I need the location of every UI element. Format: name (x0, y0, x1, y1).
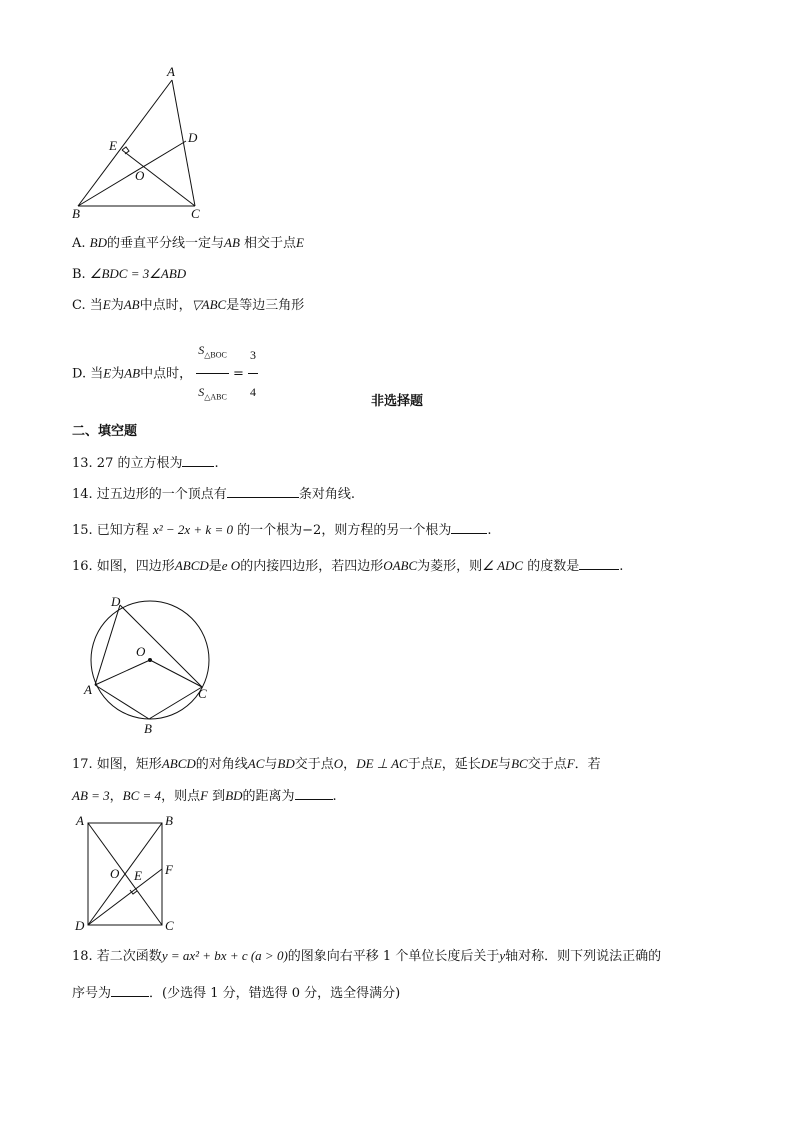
area-ratio-fraction: $\frac{S_{\triangle BOC}}{S_{\triangle ABC}}$ (196, 332, 229, 416)
label-O: O (136, 644, 146, 659)
label-B: B (165, 813, 173, 828)
label-A: A (84, 682, 92, 697)
circle-figure (80, 590, 220, 740)
label-B: B (144, 721, 152, 736)
section-fill-in: 二、填空题 (72, 424, 138, 439)
option-d: D. 当E为AB中点时， $\frac{S_{\triangle BOC}}{S_{\triangle ABC}}$ = $\frac{3}{4}$ (72, 332, 258, 416)
question-16: 16. 如图，四边形ABCD是e O的内接四边形，若四边形OABC为菱形，则∠ ADC 的度数是 . (72, 558, 624, 574)
answer-blank-16[interactable] (579, 557, 619, 570)
question-14: 14. 过五边形的一个顶点有 条对角线. (72, 487, 355, 502)
answer-blank-14[interactable] (227, 485, 299, 498)
label-D: D (75, 918, 85, 933)
label-E: E (134, 868, 142, 883)
question-13: 13. 27 的立方根为 . (72, 456, 219, 471)
answer-blank-15[interactable] (451, 521, 487, 534)
label-E: E (109, 138, 117, 153)
label-O: O (135, 168, 145, 183)
question-17-line2: AB = 3，BC = 4，则点F 到BD的距离为 . (72, 788, 337, 804)
label-B: B (72, 206, 80, 221)
label-A: A (76, 813, 84, 828)
label-F: F (165, 862, 173, 877)
label-O: O (110, 866, 120, 881)
rectangle-figure (70, 810, 190, 935)
answer-blank-18[interactable] (111, 984, 149, 997)
answer-blank-17[interactable] (295, 787, 333, 800)
label-C: C (191, 206, 200, 221)
question-18-line2: 序号为 ．(少选得 1 分，错选得 0 分，选全得满分) (72, 986, 401, 1001)
triangle-figure (60, 60, 220, 225)
option-b: B. ∠BDC = 3∠ABD (72, 266, 187, 282)
answer-blank-13[interactable] (182, 454, 214, 467)
label-D: D (188, 130, 198, 145)
label-C: C (165, 918, 174, 933)
question-15: 15. 已知方程 x² − 2x + k = 0 的一个根为−2，则方程的另一个根为 . (72, 522, 492, 538)
label-D: D (111, 594, 121, 609)
label-A: A (167, 64, 175, 79)
question-17-line1: 17. 如图，矩形ABCD的对角线AC与BD交于点O，DE ⊥ AC于点E，延长DE与BC交于点F．若 (72, 756, 601, 772)
label-C: C (198, 686, 207, 701)
option-a: A. BD的垂直平分线一定与AB 相交于点E (72, 235, 304, 251)
option-c: C. 当E为AB中点时，▽ABC是等边三角形 (72, 297, 305, 313)
question-18-line1: 18. 若二次函数y = ax² + bx + c (a > 0)的图象向右平移 1 个单位长度后关于y轴对称．则下列说法正确的 (72, 948, 662, 964)
ratio-three-fourths: $\frac{3}{4}$ (248, 337, 258, 410)
section-heading: 非选择题 (370, 394, 423, 409)
